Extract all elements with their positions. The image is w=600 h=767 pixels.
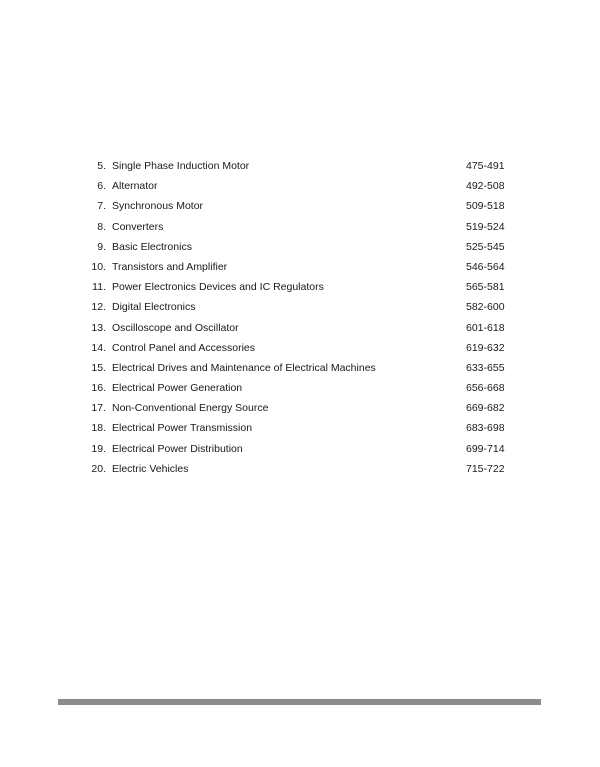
chapter-title: Control Panel and Accessories bbox=[112, 341, 255, 354]
toc-entry bbox=[0, 196, 600, 216]
chapter-title: Electrical Drives and Maintenance of Electrical Machines bbox=[112, 361, 376, 374]
toc-entry bbox=[0, 338, 600, 358]
footer-divider-bar bbox=[58, 699, 541, 705]
toc-entry bbox=[0, 297, 600, 317]
chapter-number: 11. bbox=[92, 281, 106, 294]
page-range: 669-682 bbox=[466, 402, 505, 415]
chapter-title: Converters bbox=[112, 220, 164, 233]
chapter-title: Electrical Power Generation bbox=[112, 382, 243, 395]
chapter-number: 8. bbox=[97, 220, 106, 233]
chapter-title: Alternator bbox=[112, 180, 158, 193]
chapter-title: Electrical Power Distribution bbox=[112, 442, 243, 455]
toc-entry bbox=[0, 318, 600, 338]
chapter-number: 7. bbox=[97, 200, 106, 213]
page-range: 492-508 bbox=[466, 180, 505, 193]
page-range: 525-545 bbox=[466, 240, 505, 253]
chapter-number: 5. bbox=[97, 160, 106, 172]
page-range: 633-655 bbox=[466, 361, 505, 374]
chapter-number: 16. bbox=[91, 382, 106, 395]
toc-entry bbox=[0, 237, 600, 257]
chapter-number: 14. bbox=[91, 341, 106, 354]
chapter-number: 20. bbox=[91, 462, 106, 475]
page-range: 601-618 bbox=[466, 321, 505, 334]
page-range: 582-600 bbox=[466, 301, 505, 314]
toc-entry bbox=[0, 378, 600, 398]
page-range: 509-518 bbox=[466, 200, 505, 213]
chapter-title: Electrical Power Transmission bbox=[112, 422, 253, 435]
chapter-number: 10. bbox=[91, 260, 106, 273]
chapter-number: 12. bbox=[91, 301, 106, 314]
toc-entry bbox=[0, 459, 600, 479]
chapter-number: 6. bbox=[97, 180, 106, 193]
toc-entry bbox=[0, 257, 600, 277]
table-of-contents bbox=[0, 156, 600, 479]
toc-entry bbox=[0, 156, 600, 176]
page-range: 699-714 bbox=[466, 442, 505, 455]
page-range: 475-491 bbox=[466, 160, 505, 172]
chapter-title: Digital Electronics bbox=[112, 301, 196, 314]
chapter-title: Transistors and Amplifier bbox=[112, 260, 228, 273]
page-range: 715-722 bbox=[466, 462, 505, 475]
toc-entry bbox=[0, 398, 600, 418]
page-range: 619-632 bbox=[466, 341, 505, 354]
chapter-title: Basic Electronics bbox=[112, 240, 192, 253]
page-range: 546-564 bbox=[466, 260, 505, 273]
toc-entry bbox=[0, 418, 600, 438]
chapter-title: Non-Conventional Energy Source bbox=[112, 402, 269, 415]
chapter-title: Electric Vehicles bbox=[112, 462, 189, 475]
chapter-number: 19. bbox=[91, 442, 106, 455]
toc-entry bbox=[0, 176, 600, 196]
toc-entry bbox=[0, 217, 600, 237]
page-range: 565-581 bbox=[466, 281, 505, 294]
page-range: 519-524 bbox=[466, 220, 505, 233]
chapter-number: 9. bbox=[97, 240, 106, 253]
chapter-title: Synchronous Motor bbox=[112, 200, 204, 213]
chapter-number: 15. bbox=[91, 361, 106, 374]
chapter-title: Power Electronics Devices and IC Regulators bbox=[112, 281, 324, 294]
chapter-number: 18. bbox=[91, 422, 106, 435]
toc-entry bbox=[0, 439, 600, 459]
toc-entry bbox=[0, 358, 600, 378]
chapter-number: 17. bbox=[91, 402, 106, 415]
page-range: 683-698 bbox=[466, 422, 505, 435]
chapter-title: Oscilloscope and Oscillator bbox=[112, 321, 239, 334]
toc-entry bbox=[0, 277, 600, 297]
page-range: 656-668 bbox=[466, 382, 505, 395]
chapter-title: Single Phase Induction Motor bbox=[112, 160, 250, 172]
chapter-number: 13. bbox=[91, 321, 106, 334]
